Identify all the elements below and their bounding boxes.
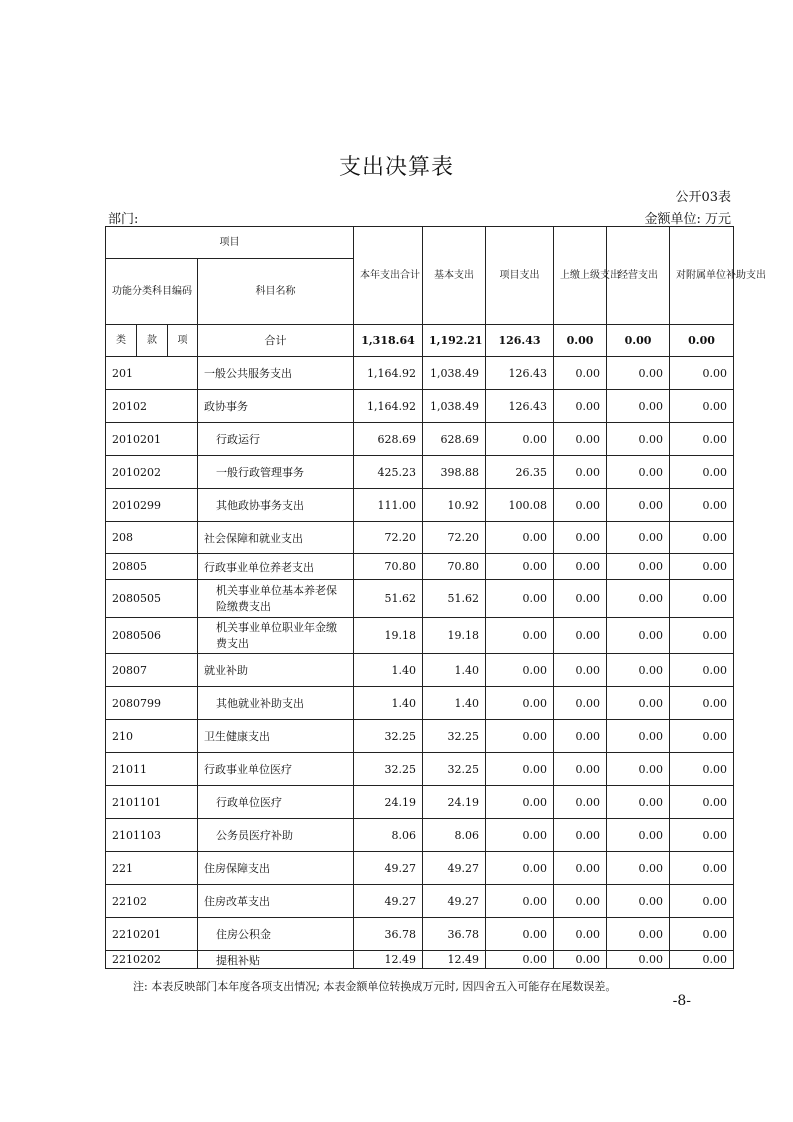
table-row [106,580,734,618]
header-project: 项目支出 [486,227,554,325]
row-code: 2010201 [106,423,198,456]
row-operation: 0.00 [607,951,670,969]
row-name: 机关事业单位基本养老保险缴费支出 [198,580,354,618]
row-operation: 0.00 [607,489,670,522]
form-number: 公开03表 [675,190,731,205]
table-row [106,720,734,753]
row-basic: 628.69 [423,423,486,456]
row-total: 32.25 [354,753,423,786]
row-code: 221 [106,852,198,885]
row-subsidy: 0.00 [670,390,734,423]
page-title: 支出决算表 [338,155,454,180]
table-row [106,654,734,687]
expenditure-table [105,226,766,969]
row-remit: 0.00 [554,720,607,753]
row-total: 425.23 [354,456,423,489]
row-subsidy: 0.00 [670,618,734,654]
header-total: 本年支出合计 [354,227,423,325]
row-total: 19.18 [354,618,423,654]
row-remit: 0.00 [554,456,607,489]
header-item: 项目 [106,227,354,259]
row-operation: 0.00 [607,456,670,489]
row-total: 1,164.92 [354,357,423,390]
row-basic: 398.88 [423,456,486,489]
row-total: 12.49 [354,951,423,969]
row-code: 20807 [106,654,198,687]
row-operation: 0.00 [607,687,670,720]
row-operation: 0.00 [607,819,670,852]
row-code: 20102 [106,390,198,423]
sum-subsidy: 0.00 [670,325,734,357]
row-project: 0.00 [486,918,554,951]
row-code: 210 [106,720,198,753]
row-operation: 0.00 [607,918,670,951]
row-operation: 0.00 [607,554,670,580]
row-name: 住房改革支出 [198,885,354,918]
row-remit: 0.00 [554,554,607,580]
row-operation: 0.00 [607,618,670,654]
table-row [106,423,734,456]
row-subsidy: 0.00 [670,918,734,951]
unit-label: 金额单位: 万元 [644,212,731,227]
table-row [106,918,734,951]
row-project: 0.00 [486,852,554,885]
row-name: 行政单位医疗 [198,786,354,819]
row-code: 2210202 [106,951,198,969]
row-name: 提租补贴 [198,951,354,969]
row-total: 111.00 [354,489,423,522]
row-project: 0.00 [486,819,554,852]
row-operation: 0.00 [607,357,670,390]
row-basic: 1.40 [423,687,486,720]
row-code: 22102 [106,885,198,918]
table-row [106,753,734,786]
row-name: 其他就业补助支出 [198,687,354,720]
row-subsidy: 0.00 [670,885,734,918]
table-row [106,554,734,580]
row-subsidy: 0.00 [670,951,734,969]
row-remit: 0.00 [554,390,607,423]
row-operation: 0.00 [607,753,670,786]
table-row [106,390,734,423]
row-remit: 0.00 [554,522,607,554]
row-operation: 0.00 [607,522,670,554]
row-subsidy: 0.00 [670,654,734,687]
table-row [106,357,734,390]
row-basic: 32.25 [423,753,486,786]
row-project: 0.00 [486,423,554,456]
row-remit: 0.00 [554,885,607,918]
footnote: 注: 本表反映部门本年度各项支出情况; 本表金额单位转换成万元时, 因四舍五入可能存在尾数误差。 [133,980,617,993]
row-project: 0.00 [486,554,554,580]
row-code: 2101103 [106,819,198,852]
row-project: 0.00 [486,580,554,618]
row-basic: 8.06 [423,819,486,852]
row-total: 51.62 [354,580,423,618]
row-code: 201 [106,357,198,390]
row-basic: 36.78 [423,918,486,951]
row-subsidy: 0.00 [670,489,734,522]
row-total: 36.78 [354,918,423,951]
row-code: 2080799 [106,687,198,720]
row-subsidy: 0.00 [670,753,734,786]
row-remit: 0.00 [554,786,607,819]
row-operation: 0.00 [607,885,670,918]
sum-label: 合计 [198,325,354,357]
row-remit: 0.00 [554,951,607,969]
row-basic: 24.19 [423,786,486,819]
header-code: 功能分类科目编码 [106,259,198,325]
row-operation: 0.00 [607,720,670,753]
row-total: 70.80 [354,554,423,580]
header-xiang: 项 [168,325,198,357]
table-row [106,885,734,918]
row-project: 0.00 [486,522,554,554]
row-subsidy: 0.00 [670,720,734,753]
header-kuan: 款 [137,325,168,357]
row-code: 2080506 [106,618,198,654]
header-name: 科目名称 [198,259,354,325]
row-name: 政协事务 [198,390,354,423]
row-subsidy: 0.00 [670,852,734,885]
row-basic: 51.62 [423,580,486,618]
table-row [106,951,734,969]
row-basic: 12.49 [423,951,486,969]
header-subsidy: 对附属单位补助支出 [670,227,734,325]
row-remit: 0.00 [554,753,607,786]
row-operation: 0.00 [607,423,670,456]
row-subsidy: 0.00 [670,522,734,554]
row-name: 行政事业单位医疗 [198,753,354,786]
row-name: 行政事业单位养老支出 [198,554,354,580]
row-basic: 49.27 [423,852,486,885]
row-total: 24.19 [354,786,423,819]
table-row [106,456,734,489]
row-subsidy: 0.00 [670,786,734,819]
row-name: 就业补助 [198,654,354,687]
row-subsidy: 0.00 [670,357,734,390]
row-total: 1.40 [354,687,423,720]
row-basic: 19.18 [423,618,486,654]
row-name: 公务员医疗补助 [198,819,354,852]
row-name: 卫生健康支出 [198,720,354,753]
row-remit: 0.00 [554,654,607,687]
header-operation: 经营支出 [607,227,670,325]
row-project: 0.00 [486,885,554,918]
row-operation: 0.00 [607,852,670,885]
row-code: 21011 [106,753,198,786]
table-row [106,489,734,522]
row-basic: 1,038.49 [423,357,486,390]
row-total: 1.40 [354,654,423,687]
row-code: 20805 [106,554,198,580]
row-basic: 1.40 [423,654,486,687]
table-row [106,618,734,654]
row-project: 126.43 [486,390,554,423]
row-code: 2010299 [106,489,198,522]
sum-project: 126.43 [486,325,554,357]
row-basic: 1,038.49 [423,390,486,423]
row-code: 208 [106,522,198,554]
row-basic: 32.25 [423,720,486,753]
row-operation: 0.00 [607,786,670,819]
row-code: 2101101 [106,786,198,819]
sum-basic: 1,192.21 [423,325,486,357]
row-total: 1,164.92 [354,390,423,423]
row-subsidy: 0.00 [670,580,734,618]
header-basic: 基本支出 [423,227,486,325]
row-project: 0.00 [486,618,554,654]
row-operation: 0.00 [607,654,670,687]
row-project: 0.00 [486,687,554,720]
row-code: 2080505 [106,580,198,618]
row-project: 0.00 [486,654,554,687]
table-row [106,687,734,720]
row-operation: 0.00 [607,580,670,618]
row-basic: 10.92 [423,489,486,522]
header-remit: 上缴上级支出 [554,227,607,325]
row-total: 8.06 [354,819,423,852]
row-code: 2210201 [106,918,198,951]
row-basic: 70.80 [423,554,486,580]
page-number: -8- [672,993,691,1009]
row-project: 126.43 [486,357,554,390]
sum-remit: 0.00 [554,325,607,357]
row-project: 0.00 [486,720,554,753]
row-name: 一般行政管理事务 [198,456,354,489]
row-total: 49.27 [354,852,423,885]
header-lei: 类 [106,325,137,357]
row-total: 628.69 [354,423,423,456]
row-subsidy: 0.00 [670,819,734,852]
row-name: 行政运行 [198,423,354,456]
row-project: 0.00 [486,753,554,786]
row-remit: 0.00 [554,357,607,390]
row-name: 住房保障支出 [198,852,354,885]
row-project: 26.35 [486,456,554,489]
row-remit: 0.00 [554,423,607,456]
row-name: 住房公积金 [198,918,354,951]
sum-operation: 0.00 [607,325,670,357]
row-remit: 0.00 [554,852,607,885]
row-name: 一般公共服务支出 [198,357,354,390]
row-name: 机关事业单位职业年金缴费支出 [198,618,354,654]
row-code: 2010202 [106,456,198,489]
row-remit: 0.00 [554,918,607,951]
row-project: 0.00 [486,951,554,969]
row-remit: 0.00 [554,580,607,618]
row-remit: 0.00 [554,489,607,522]
table-row [106,786,734,819]
row-subsidy: 0.00 [670,687,734,720]
row-remit: 0.00 [554,819,607,852]
table-row [106,852,734,885]
row-name: 社会保障和就业支出 [198,522,354,554]
sum-total: 1,318.64 [354,325,423,357]
row-total: 72.20 [354,522,423,554]
table-row [106,819,734,852]
row-subsidy: 0.00 [670,456,734,489]
row-operation: 0.00 [607,390,670,423]
row-project: 0.00 [486,786,554,819]
row-remit: 0.00 [554,618,607,654]
row-project: 100.08 [486,489,554,522]
row-subsidy: 0.00 [670,554,734,580]
table-row [106,522,734,554]
row-basic: 49.27 [423,885,486,918]
row-basic: 72.20 [423,522,486,554]
row-name: 其他政协事务支出 [198,489,354,522]
row-total: 32.25 [354,720,423,753]
row-total: 49.27 [354,885,423,918]
row-remit: 0.00 [554,687,607,720]
row-subsidy: 0.00 [670,423,734,456]
department-label: 部门: [108,212,139,227]
